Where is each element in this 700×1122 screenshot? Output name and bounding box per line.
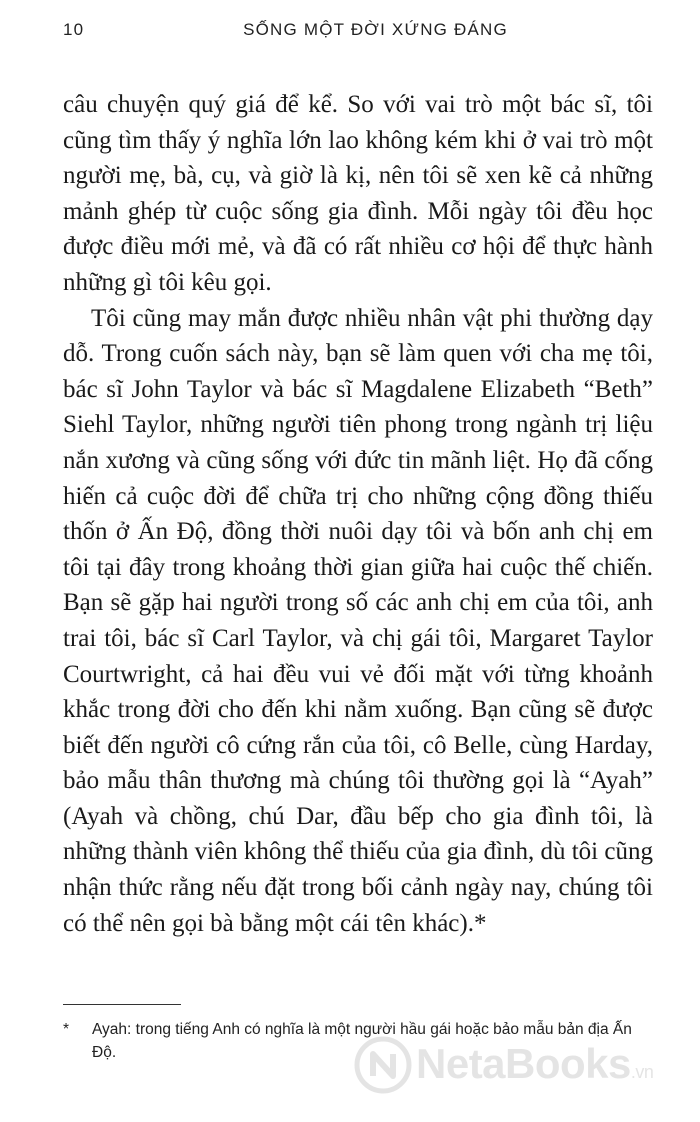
watermark-suffix: .vn: [630, 1062, 654, 1082]
footnote-rule: [63, 1004, 181, 1005]
watermark: [354, 1034, 684, 1096]
running-head: [63, 20, 648, 46]
footnote-mark: *: [63, 1021, 70, 1038]
paragraph-2: Tôi cũng may mắn được nhiều nhân vật phi thường dạy dỗ. Trong cuốn sách này, bạn sẽ làm quen với cha mẹ tôi, bác sĩ John Taylor và bác sĩ Magdalene Elizabeth “Beth” Siehl Taylor, những người tiên phong trong ngành trị liệu nắn xương và cũng sống với đức tin mãnh liệt. Họ đã cống hiến cả cuộc đời để chữa trị cho những cộng đồng thiếu thốn ở Ấn Độ, đồng thời nuôi dạy tôi và bốn anh chị em tôi tại đây trong khoảng thời gian giữa hai cuộc thế chiến. Bạn sẽ gặp hai người trong số các anh chị em của tôi, anh trai tôi, bác sĩ Carl Taylor, và chị gái tôi, Margaret Taylor Courtwright, cả hai đều vui vẻ đối mặt với từng khoảnh khắc trong đời cho đến khi nằm xuống. Bạn cũng sẽ được biết đến người cô cứng rắn của tôi, cô Belle, cùng Harday, bảo mẫu thân thương mà chúng tôi thường gọi là “Ayah” (Ayah và chồng, chú Dar, đầu bếp cho gia đình tôi, là những thành viên không thể thiếu của gia đình, dù tôi cũng nhận thức rằng nếu đặt trong bối cảnh ngày nay, chúng tôi có thể nên gọi bà bằng một cái tên khác).*: [63, 304, 653, 937]
watermark-brand: NetaBooks: [416, 1040, 631, 1087]
paragraph-1: câu chuyện quý giá để kể. So với vai trò một bác sĩ, tôi cũng tìm thấy ý nghĩa lớn lao không kém khi ở vai trò một người mẹ, bà, cụ, và giờ là kị, nên tôi sẽ xen kẽ cả những mảnh ghép từ cuộc sống gia đình. Mỗi ngày tôi đều học được điều mới mẻ, và đã có rất nhiều cơ hội để thực hành những gì tôi kêu gọi.: [63, 91, 653, 296]
running-title: SỐNG MỘT ĐỜI XỨNG ĐÁNG: [243, 20, 508, 39]
footnote-text: Ayah: trong tiếng Anh có nghĩa là một người hầu gái hoặc bảo mẫu bản địa Ấn Độ.: [92, 1021, 632, 1061]
netabooks-logo-icon: [354, 1036, 412, 1094]
watermark-text: [416, 1040, 653, 1088]
body-text: [63, 87, 653, 941]
page-number: 10: [63, 20, 85, 39]
